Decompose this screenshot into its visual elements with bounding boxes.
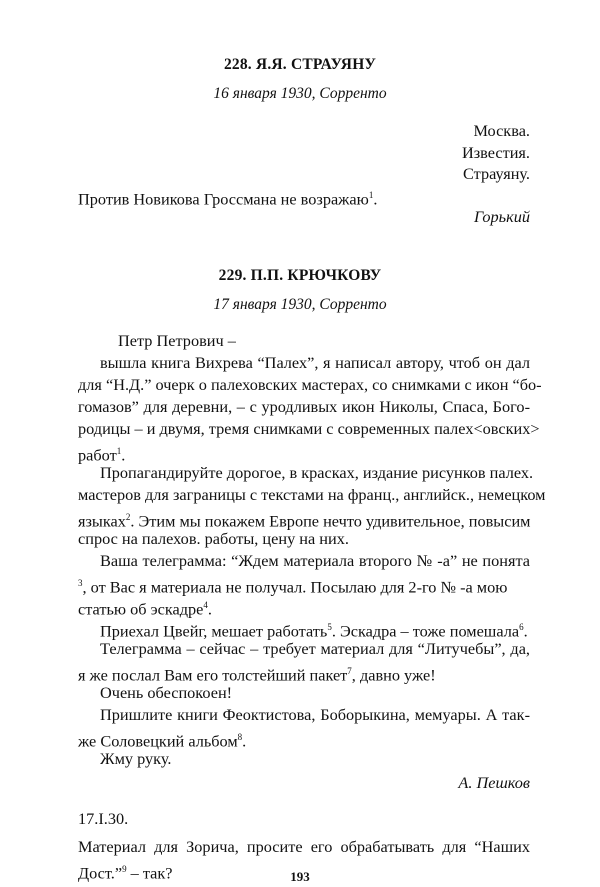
salutation: Петр Петрович – — [118, 331, 236, 350]
footnote-ref: 1 — [116, 446, 122, 456]
footnote-ref: 7 — [347, 666, 352, 676]
letter-228-signature: Горький — [473, 207, 530, 226]
paragraph-line: Ваша телеграмма: “Ждем материала второго № -а” не понята — [100, 551, 530, 570]
footnote-ref: 3 — [78, 578, 83, 588]
paragraph-line: мастеров для заграницы с текстами на франц., английск., немецком — [78, 485, 546, 504]
paragraph-line: родицы – и двумя, тремя снимками с современных палех<овских> — [78, 419, 540, 438]
postscript-line: Дост.”$^9$ – так? — [78, 863, 173, 883]
paragraph-line: я же послал Вам его толстейший пакет$^7$, давно уже! — [78, 665, 436, 685]
paragraph-line: же Соловецкий альбом$^8$. — [78, 731, 247, 751]
paragraph-line: Жму руку. — [100, 749, 172, 768]
paragraph-line: работ$^1$. — [78, 445, 126, 465]
paragraph-line: языках$^2$. Этим мы покажем Европе нечто удивительное, повысим — [78, 511, 531, 531]
postscript-line: Материал для Зорича, просите его обрабатывать для “Наших — [78, 837, 530, 856]
address-line-1: Москва. — [473, 121, 530, 140]
letter-229-heading: 229. П.П. КРЮЧКОВУ — [218, 267, 382, 284]
letter-229-signature: А. Пешков — [458, 773, 530, 792]
paragraph-line: статью об эскадре$^4$. — [78, 599, 212, 619]
paragraph-line: Пропагандируйте дорогое, в красках, издание рисунков палех. — [100, 463, 534, 482]
paragraph-line: гомазов” для деревни, – с уродливых икон Николы, Спаса, Бого- — [78, 397, 530, 416]
paragraph-line: Пришлите книги Феоктистова, Боборыкина, мемуары. А так- — [100, 705, 530, 724]
paragraph-line: спрос на палехов. работы, цену на них. — [78, 529, 349, 548]
letter-228-dateline: 16 января 1930, Сорренто — [213, 85, 387, 102]
footnote-ref: 9 — [122, 864, 127, 874]
footnote-ref: 6 — [519, 622, 524, 632]
paragraph-line: $^3$, от Вас я материала не получал. Посылаю для 2-го № -а мою — [78, 577, 508, 597]
footnote-ref: 4 — [203, 600, 208, 610]
letter-229-dateline: 17 января 1930, Сорренто — [213, 296, 387, 313]
letter-228-heading: 228. Я.Я. СТРАУЯНУ — [223, 56, 377, 73]
paragraph-line: Очень обеспокоен! — [100, 683, 233, 702]
footnote-ref: 8 — [237, 732, 243, 742]
letter-229-date: 17.I.30. — [78, 809, 129, 828]
address-line-3: Страуяну. — [462, 164, 530, 183]
footnote-ref: 5 — [327, 622, 332, 632]
letter-228-body: Против Новикова Гроссмана не возражаю$^1$. — [78, 189, 378, 209]
paragraph-line: для “Н.Д.” очерк о палеховских мастерах, со снимками с икон “бо- — [78, 375, 542, 394]
footnote-ref: 1 — [368, 190, 374, 200]
page-number: 193 — [290, 869, 310, 884]
footnote-ref: 2 — [125, 512, 131, 522]
paragraph-line: вышла книга Вихрева “Палех”, я написал автору, чтоб он дал — [100, 353, 530, 372]
paragraph-line: Приехал Цвейг, мешает работать$^5$. Эскадра – тоже помешала$^6$. — [100, 621, 528, 641]
address-line-2: Известия. — [461, 143, 530, 162]
paragraph-line: Телеграмма – сейчас – требует материал для “Литучебы”, да, — [100, 639, 530, 658]
